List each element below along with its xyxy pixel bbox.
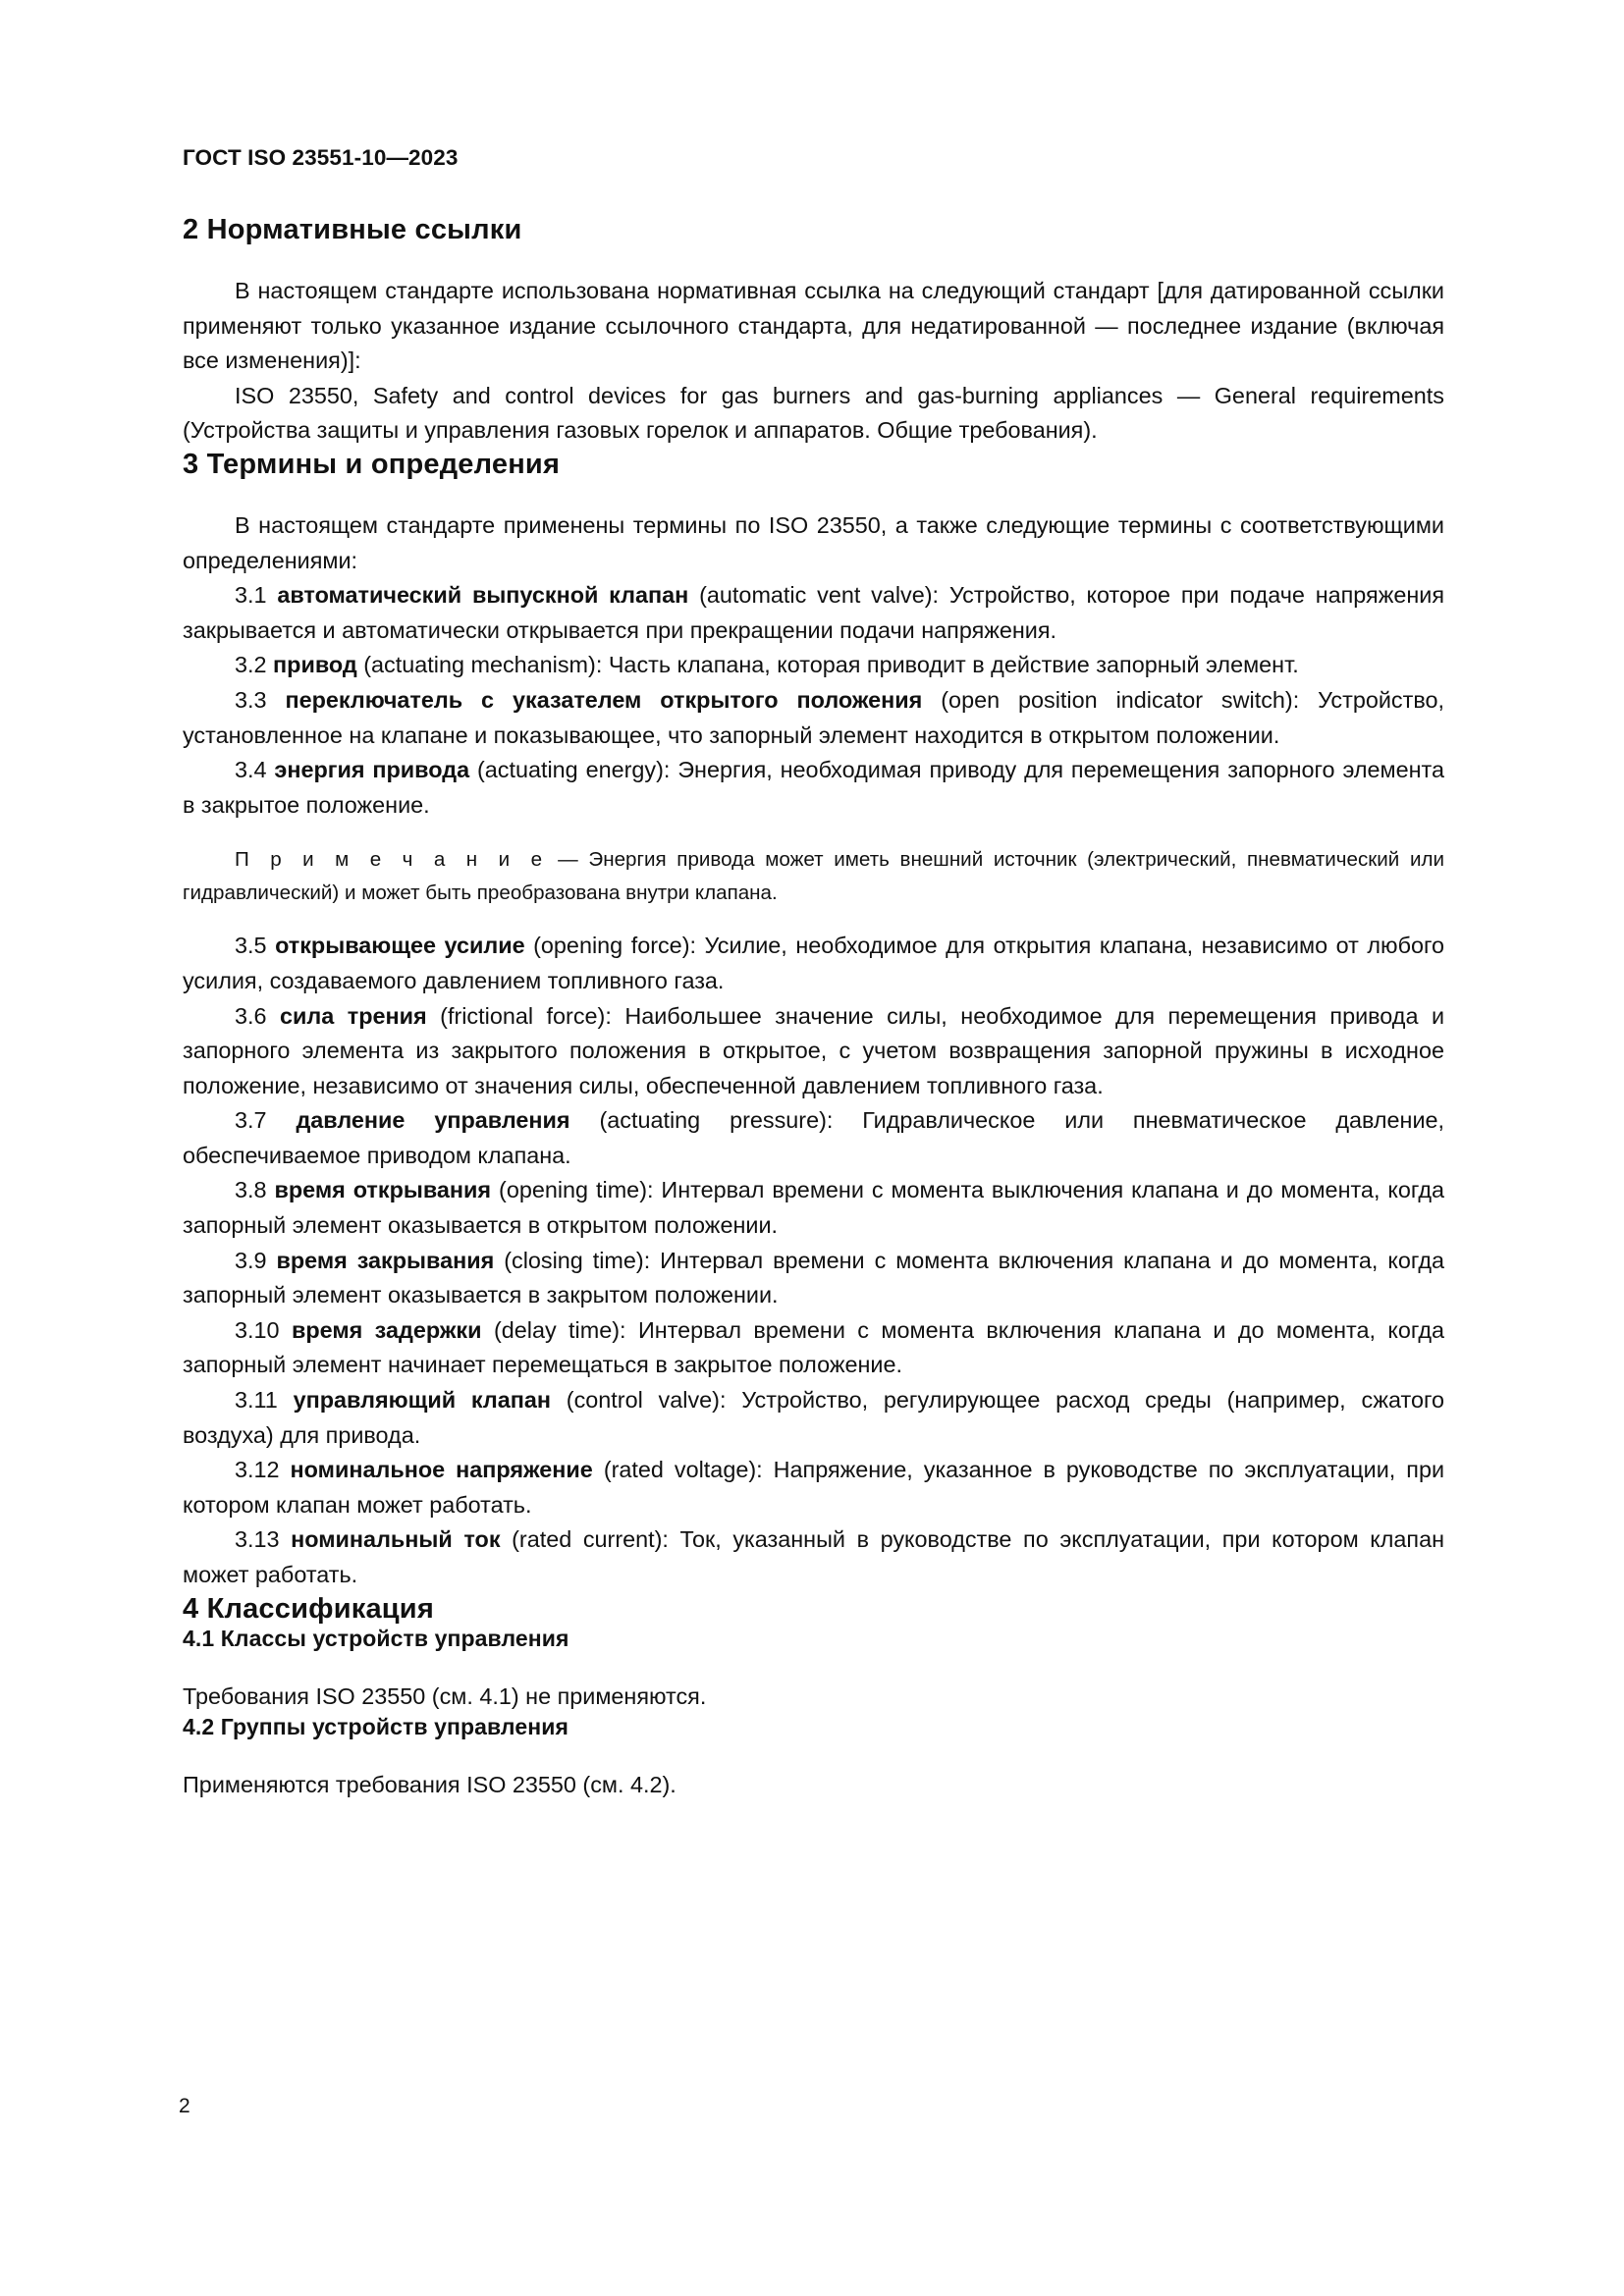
definition-number: 3.4 xyxy=(235,757,267,783)
definition-text: Интервал времени с момента включения клапана и до момента, когда запорный элемент оказывается в закрытом положении. xyxy=(183,1247,1444,1308)
definition-3-4 xyxy=(183,753,1444,823)
definition-3-1 xyxy=(183,578,1444,648)
definition-text: Часть клапана, которая приводит в действие запорный элемент. xyxy=(608,652,1299,678)
definition-text: Напряжение, указанное в руководстве по эксплуатации, при котором клапан может работать. xyxy=(183,1457,1445,1518)
clause-3-intro-paragraph: В настоящем стандарте применены термины по ISO 23550, а также следующие термины с соответствующими определениями: xyxy=(183,511,1444,573)
definition-term: номинальный ток xyxy=(291,1526,501,1553)
definition-3-6 xyxy=(183,999,1444,1104)
definition-number: 3.5 xyxy=(235,933,267,959)
definition-text: Гидравлическое или пневматическое давление, обеспечиваемое приводом клапана. xyxy=(183,1107,1445,1168)
definition-english: (rated voltage): xyxy=(603,1457,763,1483)
definition-term: переключатель с указателем открытого положения xyxy=(285,686,923,713)
definition-english: (actuating energy): xyxy=(476,757,671,783)
definition-term: время открывания xyxy=(274,1177,492,1203)
definition-number: 3.7 xyxy=(235,1107,267,1134)
definition-term: управляющий клапан xyxy=(293,1387,551,1414)
definition-number: 3.1 xyxy=(235,582,267,609)
note-paragraph xyxy=(183,843,1444,910)
definition-number: 3.2 xyxy=(235,652,267,678)
definition-term: давление управления xyxy=(296,1107,570,1134)
definition-number: 3.3 xyxy=(235,686,267,713)
definition-english: (open position indicator switch): xyxy=(941,686,1300,713)
definition-number: 3.8 xyxy=(235,1177,267,1203)
definition-term: номинальное напряжение xyxy=(290,1457,593,1483)
definition-text: Ток, указанный в руководстве по эксплуатации, при котором клапан может работать. xyxy=(183,1526,1445,1587)
definition-3-2 xyxy=(183,648,1444,683)
definition-english: (opening force): xyxy=(533,933,696,959)
clause-2-intro-paragraph: В настоящем стандарте использована нормативная ссылка на следующий стандарт [для датированной ссылки применяют только указанное издание ссылочного стандарта, для недатированной — последнее издание (включая все изменения)]: xyxy=(183,278,1444,374)
definition-term: время задержки xyxy=(291,1316,482,1343)
definition-english: (delay time): xyxy=(493,1316,626,1343)
definition-english: (closing time): xyxy=(504,1247,651,1273)
definition-text: Устройство, регулирующее расход среды (например, сжатого воздуха) для привода. xyxy=(183,1387,1445,1448)
subclause-4-2-heading: 4.2 Группы устройств управления xyxy=(183,1714,568,1740)
definition-3-11 xyxy=(183,1383,1444,1453)
clause-2-reference-paragraph: ISO 23550, Safety and control devices for gas burners and gas-burning appliances — General requirements (Устройства защиты и управления газовых горелок и аппаратов. Общие требования). xyxy=(183,382,1444,444)
definition-term: привод xyxy=(273,652,357,678)
clause-4-heading: 4 Классификация xyxy=(183,1592,434,1625)
definition-3-7 xyxy=(183,1103,1444,1173)
definition-text: Устройство, установленное на клапане и показывающее, что запорный элемент находится в открытом положении. xyxy=(183,686,1445,748)
definition-number: 3.6 xyxy=(235,1002,267,1029)
definition-3-5 xyxy=(183,929,1444,998)
subclause-4-1-heading: 4.1 Классы устройств управления xyxy=(183,1625,569,1651)
definition-number: 3.12 xyxy=(235,1457,280,1483)
definition-text: Усилие, необходимое для открытия клапана, независимо от любого усилия, создаваемого давлением топливного газа. xyxy=(183,933,1445,993)
note-label: П р и м е ч а н и е xyxy=(235,848,548,872)
definition-english: (control valve): xyxy=(566,1387,727,1414)
definition-english: (frictional force): xyxy=(440,1002,612,1029)
definition-term: открывающее усилие xyxy=(275,933,525,959)
definition-3-9 xyxy=(183,1244,1444,1313)
definition-english: (automatic vent valve): xyxy=(699,582,940,609)
definition-text: Наибольшее значение силы, необходимое для перемещения привода и запорного элемента из закрытого положения в открытое, с учетом возвращения запорной пружины в исходное положение, независимо от значения силы, обеспеченной давлением топливного газа. xyxy=(183,1002,1445,1098)
definition-text: Интервал времени с момента включения клапана и до момента, когда запорный элемент начинает перемещаться в закрытое положение. xyxy=(183,1316,1445,1378)
note-text: Энергия привода может иметь внешний источник (электрический, пневматический или гидравлический) и может быть преобразована внутри клапана. xyxy=(183,848,1444,905)
definition-text: Интервал времени с момента выключения клапана и до момента, когда запорный элемент оказывается в открытом положении. xyxy=(183,1177,1445,1239)
definition-term: энергия привода xyxy=(274,757,470,783)
definition-english: (rated current): xyxy=(512,1526,669,1553)
definition-number: 3.13 xyxy=(235,1526,280,1553)
definition-3-12 xyxy=(183,1453,1444,1522)
running-header: ГОСТ ISO 23551-10—2023 xyxy=(183,145,459,170)
definition-3-13 xyxy=(183,1522,1444,1592)
definition-term: время закрывания xyxy=(276,1247,495,1273)
definition-3-3 xyxy=(183,683,1444,753)
definition-english: (actuating pressure): xyxy=(599,1107,834,1134)
definition-number: 3.9 xyxy=(235,1247,267,1273)
page-content xyxy=(183,214,1444,1803)
definition-3-10 xyxy=(183,1313,1444,1383)
subclause-4-1-paragraph: Требования ISO 23550 (см. 4.1) не применяются. xyxy=(183,1682,707,1709)
definition-term: сила трения xyxy=(280,1002,427,1029)
definition-3-8 xyxy=(183,1173,1444,1243)
definition-number: 3.10 xyxy=(235,1316,280,1343)
clause-2-heading: 2 Нормативные ссылки xyxy=(183,214,522,245)
definition-english: (actuating mechanism): xyxy=(363,652,603,678)
definition-number: 3.11 xyxy=(235,1387,278,1414)
clause-3-heading: 3 Термины и определения xyxy=(183,448,561,480)
definition-term: автоматический выпускной клапан xyxy=(277,582,689,609)
definition-english: (opening time): xyxy=(499,1177,654,1203)
page-number: 2 xyxy=(179,2095,190,2117)
definition-text: Устройство, которое при подаче напряжения закрывается и автоматически открывается при прекращении подачи напряжения. xyxy=(183,582,1445,643)
note-dash: — xyxy=(558,848,578,872)
subclause-4-2-paragraph: Применяются требования ISO 23550 (см. 4.2). xyxy=(183,1772,677,1798)
definition-text: Энергия, необходимая приводу для перемещения запорного элемента в закрытое положение. xyxy=(183,757,1444,818)
